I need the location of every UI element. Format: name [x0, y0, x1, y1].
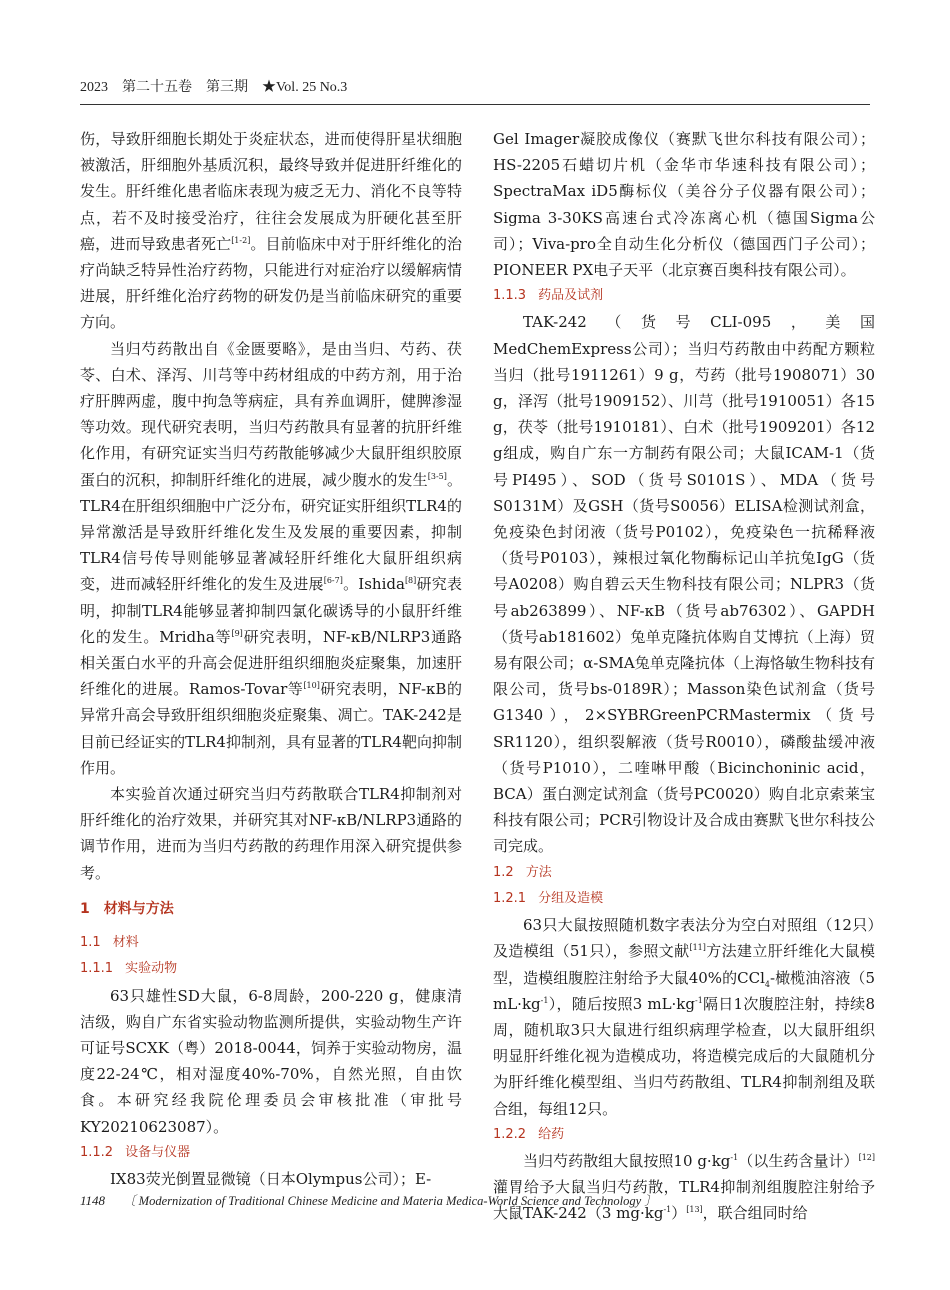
right-column — [493, 126, 875, 1227]
section-1-2-heading: 1.2 方法 — [493, 864, 552, 880]
header-divider — [80, 104, 870, 105]
equipment-paragraph-continued: Gel Imager凝胶成像仪（赛默飞世尔科技有限公司）；HS-2205石蜡切片机（金华市华速科技有限公司）；SpectraMax iD5酶标仪（美谷分子仪器有限公司）；Sigma 3-30KS高速台式冷冻离心机（德国Sigma公司）；Viva-pro全自动生化分析仪（德国西门子公司）；PIONEER PX电子天平（北京赛百奥科技有限公司）。 — [493, 130, 875, 280]
section-1-1-3-heading: 1.1.3 药品及试剂 — [493, 288, 604, 304]
citation: [12] — [858, 1152, 875, 1162]
citation: [11] — [689, 943, 706, 953]
journal-name: 〔 Modernization of Traditional Chinese Medicine and Materia Medica-World Science and Technology 〕 — [123, 1194, 657, 1208]
section-1-heading: 1 材料与方法 — [80, 900, 174, 917]
dosing-paragraph: 当归芍药散组大鼠按照10 $g\cdot kg^{-1}$（以生药含量计）[12]灌胃给予大鼠当归芍药散，TLR4抑制剂组腹腔注射给予大鼠TAK-242（3 $mg\cdot kg^{-1})[13]$，联合组同时给 — [493, 1151, 875, 1223]
page-number: 1148 — [80, 1193, 106, 1208]
citation: [6-7] — [323, 576, 343, 586]
intro-paragraph-2: 当归芍药散出自《金匮要略》，是由当归、芍药、茯苓、白术、泽泻、川芎等中药材组成的中药方剂，用于治疗肝脾两虚，腹中拘急等病症，具有养血调肝，健脾渗湿等功效。现代研究表明，当归芍药散具有显著的抗肝纤维化作用，有研究证实当归芍药散能够减少大鼠肝组织胶原蛋白的沉积，抑制肝纤维化的进展，减少腹水的发生[3-5]。TLR4在肝组织细胞中广泛分布，研究证实肝组织TLR4的异常激活是导致肝纤维化发生及发展的重要因素，抑制TLR4信号传导则能够显著减轻肝纤维化大鼠肝组织病变，进而减轻肝纤维化的发生及进展[6-7]。Ishida[8]研究表明，抑制TLR4能够显著抑制四氯化碳诱导的小鼠肝纤维化的发生。Mridha等[9]研究表明，NF-κB/NLRP3通路相关蛋白水平的升高会促进肝组织细胞炎症聚集，加速肝纤维化的进展。Ramos-Tovar等[10]研究表明，NF-κB的异常升高会导致肝组织细胞炎症聚集、凋亡。TAK-242是目前已经证实的TLR4抑制剂，具有显著的TLR4靶向抑制作用。 — [80, 339, 462, 777]
animals-paragraph: 63只雄性SD大鼠，6-8周龄，200-220 g，健康清洁级，购自广东省实验动物监测所提供，实验动物生产许可证号SCXK（粤）2018-0044，饲养于实验动物房，温度22-24℃，相对湿度40%-70%，自然光照，自由饮食。本研究经我院伦理委员会审核批准（审批号KY20210623087）。 — [80, 986, 462, 1136]
section-1-1-2-heading: 1.1.2 设备与仪器 — [80, 1144, 191, 1160]
grouping-paragraph: 63只大鼠按照随机数字表法分为空白对照组（12只）及造模组（51只），参照文献[11]方法建立肝纤维化大鼠模型，造模组腹腔注射给予大鼠40%的CCl$_4$-橄榄油溶液（5 $mL\cdot kg^{-1}$），随后按照3 $mL\cdot kg^{-1}$隔日1次腹腔注射，持续8周，随机取3只大鼠进行组织病理学检查，以大鼠肝组织明显肝纤维化视为造模成功，将造模完成后的大鼠随机分为肝纤维化模型组、当归芍药散组、TLR4抑制剂组及联合组，每组12只。 — [493, 916, 875, 1118]
citation: [1-2] — [231, 235, 251, 245]
section-1-2-2-heading: 1.2.2 给药 — [493, 1126, 565, 1142]
citation: [8] — [404, 576, 417, 586]
citation: [3-5] — [427, 471, 447, 481]
section-1-1-heading: 1.1 材料 — [80, 935, 139, 951]
reagents-paragraph: TAK-242（货号CLI-095，美国MedChemExpress公司）；当归芍药散由中药配方颗粒当归（批号1911261）9 g，芍药（批号1908071）30 g，泽泻（批号1909152）、川芎（批号1910051）各15 g，茯苓（批号1910181）、白术（批号1909201）各12 g组成，购自广东一方制药有限公司；大鼠ICAM-1（货号PI495）、SOD（货号S0101S）、MDA（货号S0131M）及GSH（货号S0056）ELISA检测试剂盒，免疫染色封闭液（货号P0102），免疫染色一抗稀释液（货号P0103），辣根过氧化物酶标记山羊抗兔IgG（货号A0208）购自碧云天生物科技有限公司；NLPR3（货号ab263899）、NF-κB（货号ab76302）、GAPDH（货号ab181602）兔单克隆抗体购自艾博抗（上海）贸易有限公司；α-SMA兔单克隆抗体（上海恪敏生物科技有限公司，货号bs-0189R）；Masson染色试剂盒（货号G1340），2×SYBRGreenPCRMastermix（货号SR1120），组织裂解液（货号R0010），磷酸盐缓冲液（货号P1010），二喹啉甲酸（Bicinchoninic acid，BCA）蛋白测定试剂盒（货号PC0020）购自北京索莱宝科技有限公司；PCR引物设计及合成由赛默飞世尔科技公司完成。 — [493, 313, 875, 856]
section-1-1-1-heading: 1.1.1 实验动物 — [80, 961, 178, 977]
page-footer — [80, 1191, 880, 1209]
citation: [13] — [686, 1205, 703, 1215]
section-1-2-1-heading: 1.2.1 分组及造模 — [493, 890, 604, 906]
equipment-paragraph-start: IX83荧光倒置显微镜（日本Olympus公司）；E- — [110, 1169, 432, 1188]
citation: [10] — [303, 681, 320, 691]
running-header: 2023 第二十五卷 第三期 ★Vol. 25 No.3 — [80, 80, 348, 95]
left-column — [80, 126, 462, 1192]
citation: [9] — [231, 628, 243, 638]
intro-paragraph-3: 本实验首次通过研究当归芍药散联合TLR4抑制剂对肝纤维化的治疗效果，并研究其对NF-κB/NLRP3通路的调节作用，进而为当归芍药散的药理作用深入研究提供参考。 — [80, 785, 462, 882]
intro-paragraph-1: 伤，导致肝细胞长期处于炎症状态，进而使得肝星状细胞被激活，肝细胞外基质沉积，最终导致并促进肝纤维化的发生。肝纤维化患者临床表现为疲乏无力、消化不良等特点，若不及时接受治疗，往往会发展成为肝硬化甚至肝癌，进而导致患者死亡[1-2]。目前临床中对于肝纤维化的治疗尚缺乏特异性治疗药物，只能进行对症治疗以缓解病情进展，肝纤维化治疗药物的研发仍是当前临床研究的重要方向。 — [80, 130, 462, 332]
